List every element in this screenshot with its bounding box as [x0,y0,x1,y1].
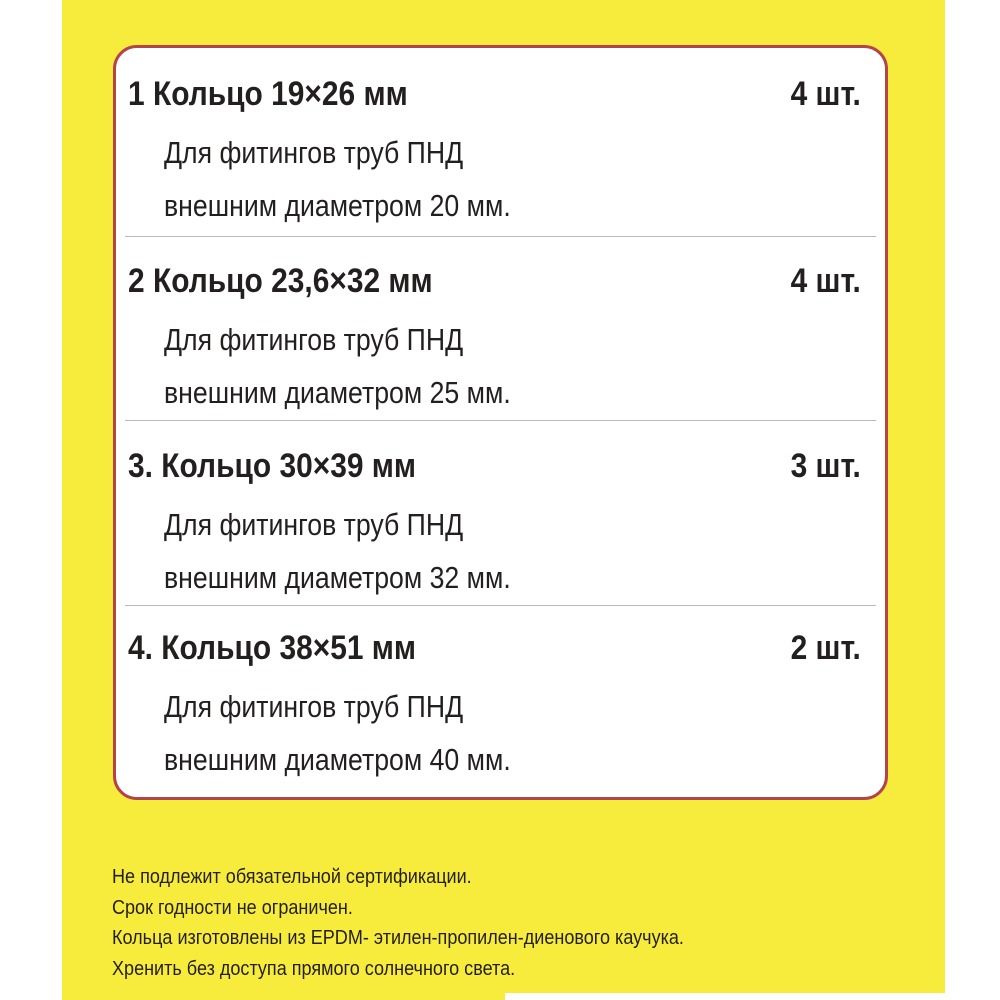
right-margin [945,0,1000,1000]
item-description-line: внешним диаметром 40 мм. [164,742,511,777]
note-storage: Хренить без доступа прямого солнечного света. [112,956,516,980]
item-title: 3. Кольцо 30×39 мм [128,447,417,485]
item-quantity: 4 шт. [790,75,861,113]
item-description-line: внешним диаметром 32 мм. [164,560,511,595]
item-description-line: Для фитингов труб ПНД [164,322,464,357]
note-shelf-life: Срок годности не ограничен. [112,895,353,919]
item-description-line: внешним диаметром 20 мм. [164,188,511,223]
item-quantity: 2 шт. [790,629,861,667]
contents-card [113,45,888,800]
item-description-line: Для фитингов труб ПНД [164,689,464,724]
package-notes [112,862,762,984]
item-title: 2 Кольцо 23,6×32 мм [128,262,433,300]
item-description-line: Для фитингов труб ПНД [164,135,464,170]
divider [125,420,876,421]
item-quantity: 3 шт. [790,447,861,485]
divider [125,236,876,237]
note-certification: Не подлежит обязательной сертификации. [112,865,472,888]
divider [125,605,876,606]
item-description-line: внешним диаметром 25 мм. [164,375,511,410]
left-margin [0,0,62,1000]
item-title: 4. Кольцо 38×51 мм [128,629,417,667]
item-description-line: Для фитингов труб ПНД [164,507,464,542]
item-title: 1 Кольцо 19×26 мм [128,75,408,113]
note-material: Кольца изготовлены из EPDM- этилен-пропилен-диенового каучука. [112,926,684,949]
item-quantity: 4 шт. [790,262,861,300]
bottom-edge-patch [505,993,945,1000]
